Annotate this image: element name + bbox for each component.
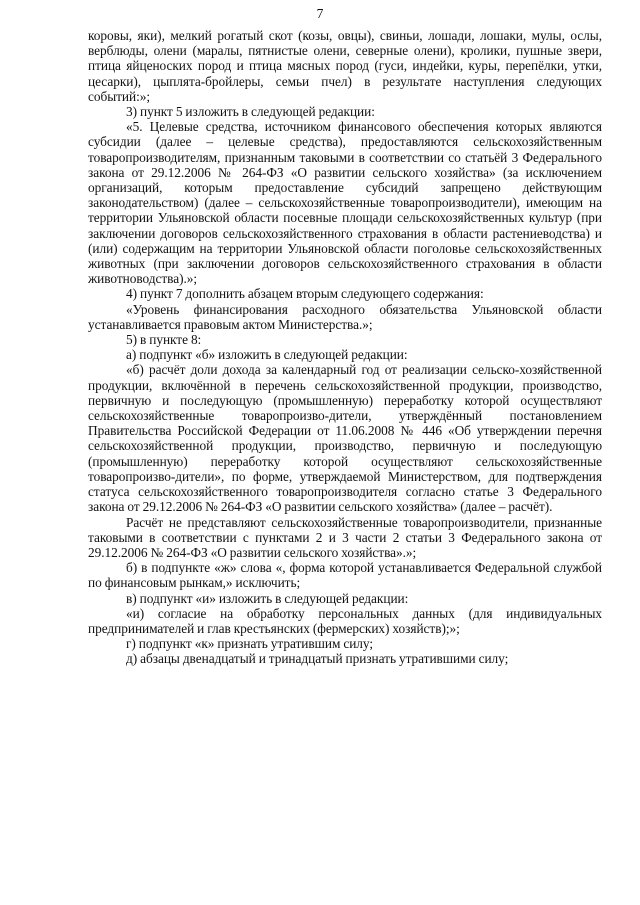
paragraph-subpoint-i-text: «и) согласие на обработку персональных данных (для индивидуальных предпринимателей и глав крестьянских (фермерских) хозяйств);»;	[88, 605, 602, 636]
paragraph-subitem-v: в) подпункт «и» изложить в следующей редакции:	[126, 590, 409, 606]
paragraph-continuation: коровы, яки), мелкий рогатый скот (козы, овцы), свиньи, лошади, лошаки, мулы, ослы, верблюды, олени (маралы, пятнистые олени, северные олени), кролики, пушные звери, птица яйценоских пород и птица мясных пород (гуси, индейки, куры, перепёлки, утки, цесарки), цыплята-бройлеры, семьи пчел) в результате наступления следующих событий:»;	[88, 28, 602, 104]
paragraph-item-5: 5) в пункте 8:	[126, 332, 202, 348]
paragraph-subitem-d: д) абзацы двенадцатый и тринадцатый признать утратившими силу;	[126, 651, 509, 667]
paragraph-item-4: 4) пункт 7 дополнить абзацем вторым следующего содержания:	[126, 286, 484, 302]
paragraph-subpoint-b-text: «б) расчёт доли дохода за календарный год от реализации сельско-хозяйственной продукции, включённой в перечень сельскохозяйственной продукции, производство, первичную и последующую (промышленную) переработку которой осуществляют сельскохозяйственные товаропроизво-дители, утверждённый постановлением Правительства Российской Федерации от 11.06.2008 № 446 «Об утверждении перечня сельскохозяйственной продукции, производство, первичную и последующую (промышленную) переработку которой осуществляют сельскохозяйственные товаропроизво-дители», по форме, утверждаемой Министерством, для подтверждения статуса сельскохозяйственного товаропроизводителя согласно статье 3 Федерального закона от 29.12.2006 № 264-ФЗ «О развитии сельского хозяйства» (далее – расчёт).	[88, 362, 602, 515]
paragraph-subitem-g: г) подпункт «к» признать утратившим силу;	[126, 636, 374, 652]
paragraph-subitem-a: а) подпункт «б» изложить в следующей редакции:	[126, 347, 408, 363]
paragraph-subitem-b: б) в подпункте «ж» слова «, форма которой устанавливается Федеральной службой по финансовым рынкам,» исключить;	[88, 560, 602, 591]
paragraph-calculation-note: Расчёт не представляют сельскохозяйственные товаропроизводители, признанные таковыми в соответствии с пунктами 2 и 3 части 2 статьи 3 Федерального закона от 29.12.2006 № 264-ФЗ «О развитии сельского хозяйства».»;	[88, 514, 602, 560]
page-number: 7	[316, 6, 324, 21]
paragraph-item-3: 3) пункт 5 изложить в следующей редакции:	[126, 104, 375, 120]
document-body	[88, 28, 602, 667]
paragraph-point-7-text: «Уровень финансирования расходного обязательства Ульяновской области устанавливается правовым актом Министерства.»;	[88, 301, 602, 332]
paragraph-point-5-text: «5. Целевые средства, источником финансового обеспечения которых являются субсидии (далее – целевые средства), предоставляются сельскохозяйственным товаропроизводителям, признанным таковыми в соответствии со статьёй 3 Федерального закона от 29.12.2006 № 264-ФЗ «О развитии сельского хозяйства» (за исключением организаций, которым предоставление субсидий запрещено действующим законодательством) (далее – сельскохозяйственные товаропроизводители), имеющим на территории Ульяновской области посевные площади сельскохозяйственных культур (при заключении договоров сельскохозяйственного страхования в области растениеводства) и (или) содержащим на территории Ульяновской области поголовье сельскохозяйственных животных (при заключении договоров сельскохозяйственного страхования в области животноводства).»;	[88, 119, 602, 287]
